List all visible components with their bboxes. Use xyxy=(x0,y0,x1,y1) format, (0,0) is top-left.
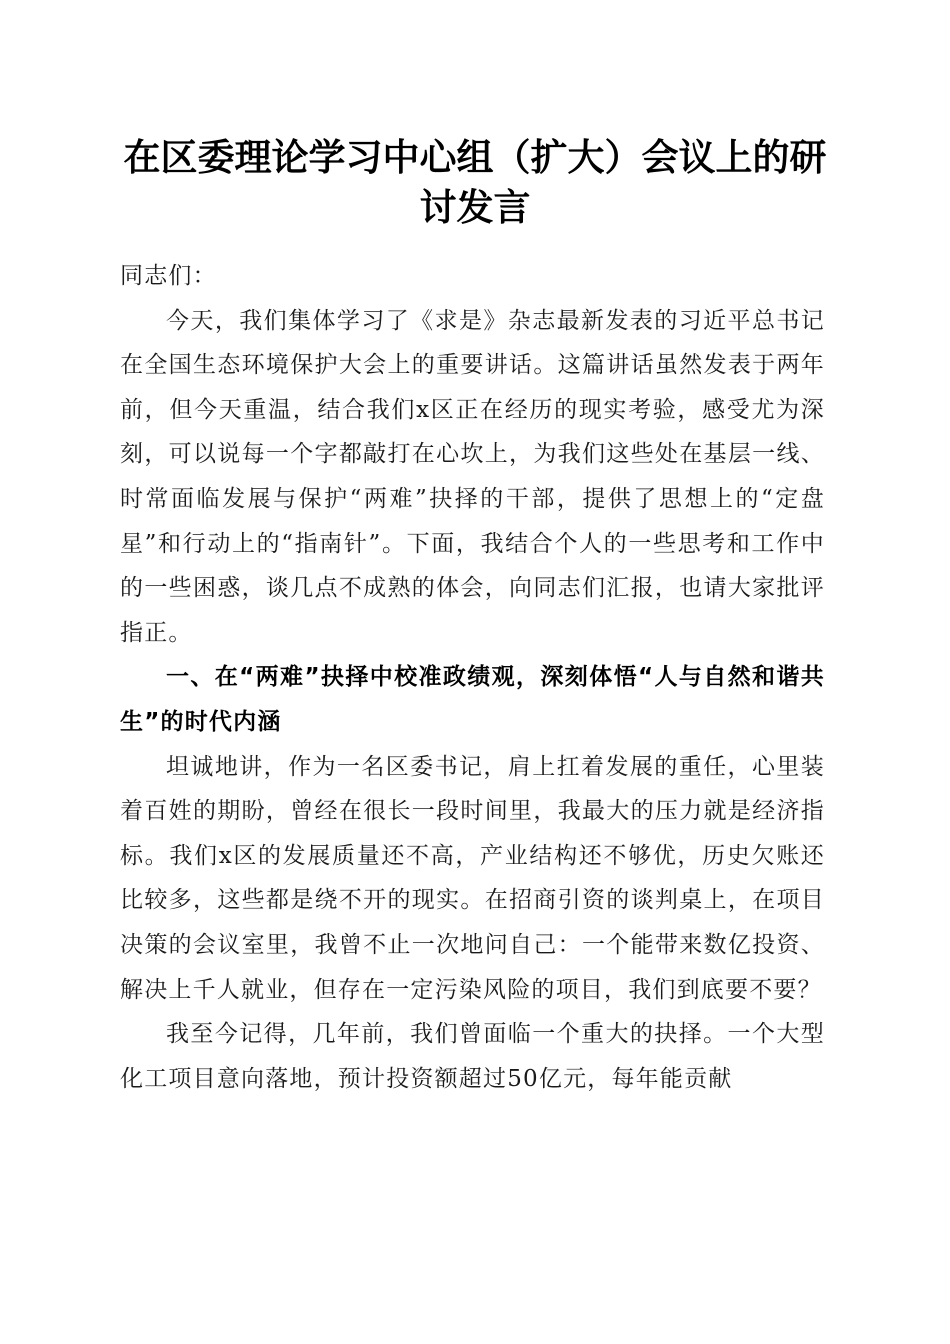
paragraph-intro: 今天，我们集体学习了《求是》杂志最新发表的习近平总书记在全国生态环境保护大会上的重要讲话。这篇讲话虽然发表于两年前，但今天重温，结合我们x区正在经历的现实考验，感受尤为深刻，可以说每一个字都敲打在心坎上，为我们这些处在基层一线、时常面临发展与保护“两难”抉择的干部，提供了思想上的“定盘星”和行动上的“指南针”。下面，我结合个人的一些思考和工作中的一些困惑，谈几点不成熟的体会，向同志们汇报，也请大家批评指正。 xyxy=(120,307,825,646)
section-heading-1: 一、在“两难”抉择中校准政绩观，深刻体悟“人与自然和谐共生”的时代内涵 xyxy=(120,664,825,735)
paragraph-2: 坦诚地讲，作为一名区委书记，肩上扛着发展的重任，心里装着百姓的期盼，曾经在很长一段时间里，我最大的压力就是经济指标。我们x区的发展质量还不高，产业结构还不够优，历史欠账还比较多，这些都是绕不开的现实。在招商引资的谈判桌上，在项目决策的会议室里，我曾不止一次地问自己：一个能带来数亿投资、解决上千人就业，但存在一定污染风险的项目，我们到底要不要？ xyxy=(120,753,825,1003)
document-title: 在区委理论学习中心组（扩大）会议上的研讨发言 xyxy=(123,135,827,229)
document-body xyxy=(120,254,825,1101)
paragraph-3: 我至今记得，几年前，我们曾面临一个重大的抉择。一个大型化工项目意向落地，预计投资额超过50亿元，每年能贡献 xyxy=(120,1021,825,1092)
salutation: 同志们： xyxy=(120,263,217,289)
